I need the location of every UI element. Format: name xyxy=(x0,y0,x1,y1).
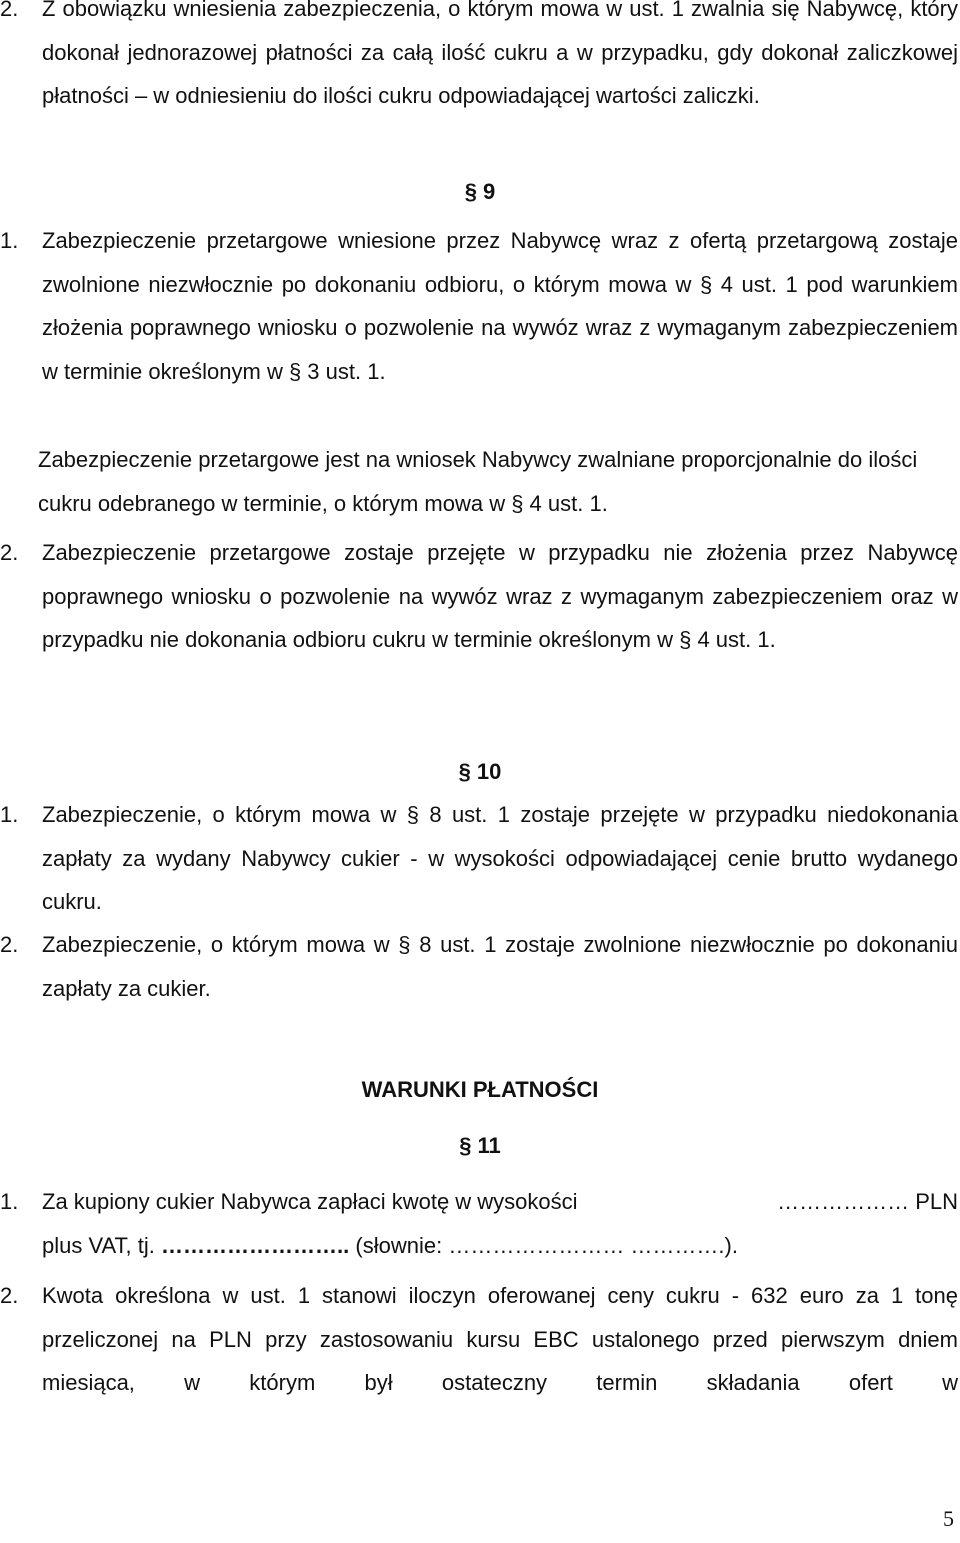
item-text: Zabezpieczenie, o którym mowa w § 8 ust. 1 zostaje przejęte w przypadku niedokonania zapłaty za wydany Nabywcy cukier - w wysokości odpowiadającej cenie brutto wydanego cukru. xyxy=(42,802,958,914)
sec8-item-2 xyxy=(0,0,958,118)
section-11-heading: § 11 xyxy=(459,1133,501,1158)
item-number: 2. xyxy=(0,932,19,957)
section-10-heading: § 10 xyxy=(458,759,502,784)
item-text: Zabezpieczenie przetargowe zostaje przejęte w przypadku nie złożenia przez Nabywcę poprawnego wniosku o pozwolenie na wywóz wraz z wymaganym zabezpieczeniem oraz w przypadku nie dokonania odbioru cukru w terminie określonym w § 4 ust. 1. xyxy=(42,540,958,652)
item-text: Z obowiązku wniesienia zabezpieczenia, o którym mowa w ust. 1 zwalnia się Nabywcę, który dokonał jednorazowej płatności za całą ilość cukru a w przypadku, gdy dokonał zaliczkowej płatności – w odniesieniu do ilości cukru odpowiadającej wartości zaliczki. xyxy=(42,0,958,108)
sec9-paragraph: Zabezpieczenie przetargowe jest na wniosek Nabywcy zwalniane proporcjonalnie do ilości cukru odebranego w terminie, o którym mowa w § 4 ust. 1. xyxy=(38,447,918,516)
sec9-item-1 xyxy=(0,219,958,393)
item-text xyxy=(42,1180,958,1267)
item-text-part-c: (słownie: xyxy=(355,1232,443,1258)
sec11-item-2 xyxy=(0,1274,958,1405)
item-number: 1. xyxy=(0,228,19,253)
sec9-item-2 xyxy=(0,531,958,662)
item-text-part-b: plus VAT, tj. xyxy=(42,1232,155,1258)
item-number: 1. xyxy=(0,1189,19,1214)
item-text: Zabezpieczenie przetargowe wniesione przez Nabywcę wraz z ofertą przetargową zostaje zwolnione niezwłocznie po dokonaniu odbioru, o którym mowa w § 4 ust. 1 pod warunkiem złożenia poprawnego wniosku o pozwolenie na wywóz wraz z wymaganym zabezpieczeniem w terminie określonym w § 3 ust. 1. xyxy=(42,228,958,384)
sec10-item-1 xyxy=(0,793,958,924)
item-text: Zabezpieczenie, o którym mowa w § 8 ust. 1 zostaje zwolnione niezwłocznie po dokonaniu zapłaty za cukier. xyxy=(42,932,958,1001)
page-number: 5 xyxy=(943,1506,954,1531)
item-number: 2. xyxy=(0,540,19,565)
sec10-item-2 xyxy=(0,923,958,1010)
item-number: 2. xyxy=(0,1283,19,1308)
vat-amount-blank-field: …………………….. xyxy=(161,1232,350,1258)
amount-blank-field: ……………… PLN xyxy=(777,1189,958,1214)
item-text-part-a: Za kupiony cukier Nabywca zapłaci kwotę w wysokości xyxy=(42,1189,578,1214)
section-9-heading: § 9 xyxy=(464,179,496,204)
payment-terms-title: WARUNKI PŁATNOŚCI xyxy=(361,1077,599,1102)
amount-in-words-blank-field: …………………… ………….). xyxy=(448,1232,738,1258)
item-number: 1. xyxy=(0,802,19,827)
sec11-item-1 xyxy=(0,1180,958,1267)
item-text: Kwota określona w ust. 1 stanowi iloczyn oferowanej ceny cukru - 632 euro za 1 tonę przeliczonej na PLN przy zastosowaniu kursu EBC ustalonego przed pierwszym dniem miesiąca, w którym był ostateczny termin składania ofert w xyxy=(42,1283,958,1395)
item-number: 2. xyxy=(0,0,19,21)
